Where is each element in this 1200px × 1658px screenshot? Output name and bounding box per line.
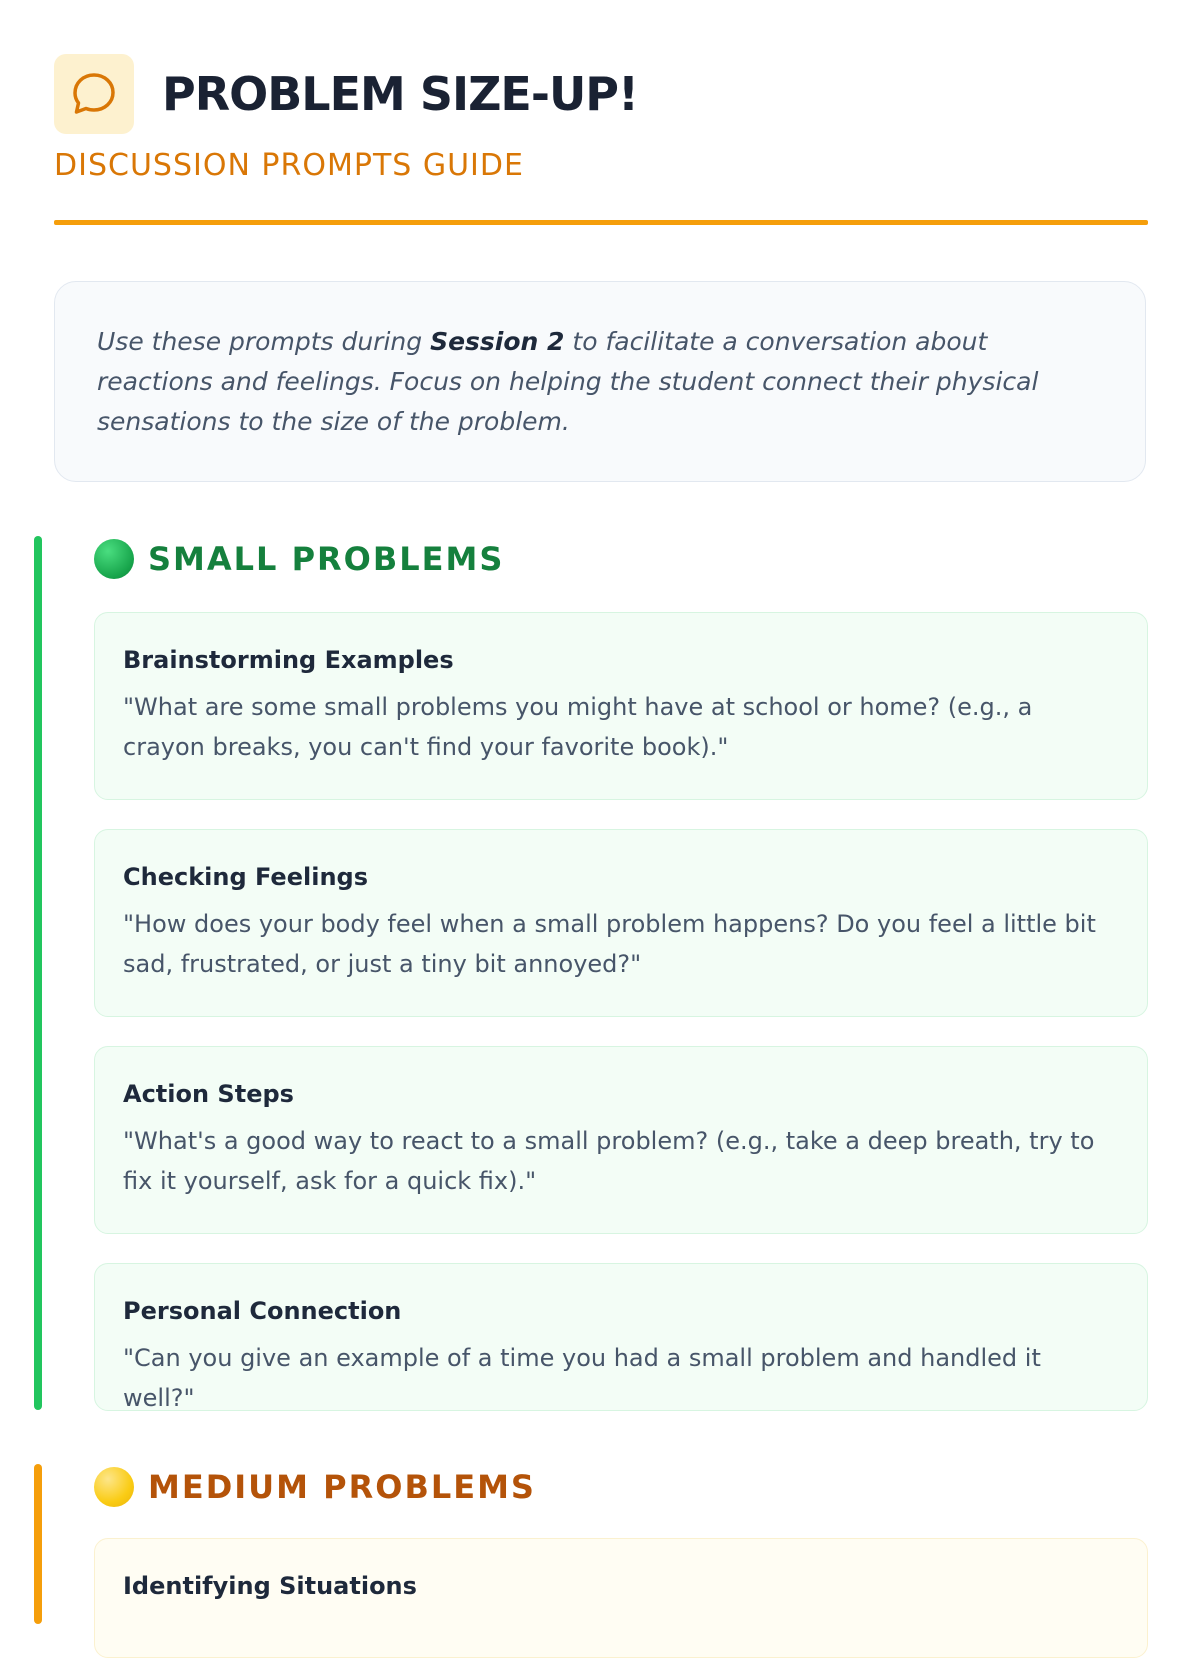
page-header: [54, 54, 1148, 183]
prompt-card: [94, 1046, 1148, 1234]
yellow-circle-icon: [94, 1467, 134, 1507]
prompt-card: [94, 1538, 1148, 1658]
prompt-card-title: Checking Feelings: [123, 863, 368, 891]
green-circle-icon: [94, 539, 134, 579]
prompt-card: [94, 612, 1148, 800]
section-medium-bar: [34, 1464, 42, 1624]
logo-tile: [54, 54, 134, 134]
section-small-header: [94, 538, 504, 580]
section-medium-title: MEDIUM PROBLEMS: [148, 1468, 536, 1506]
section-small-problems: [34, 536, 1148, 1410]
page-subtitle: DISCUSSION PROMPTS GUIDE: [54, 148, 524, 183]
page-title: PROBLEM SIZE-UP!: [162, 67, 638, 121]
prompt-card: [94, 829, 1148, 1017]
prompt-card-text: "Can you give an example of a time you had a small problem and handled it well?": [123, 1344, 1041, 1412]
prompt-card-text: "What's a good way to react to a small problem? (e.g., take a deep breath, try to fix it yourself, ask for a quick fix).": [123, 1127, 1095, 1195]
prompt-card-text: "How does your body feel when a small problem happens? Do you feel a little bit sad, frustrated, or just a tiny bit annoyed?": [123, 910, 1096, 978]
intro-box: [54, 281, 1146, 482]
prompt-card-title: Brainstorming Examples: [123, 646, 454, 674]
prompt-card-text: "What are some small problems you might have at school or home? (e.g., a crayon breaks, you can't find your favorite book).": [123, 693, 1033, 761]
intro-rest: to facilitate a conversation about reactions and feelings. Focus on helping the student connect their physical sensations to the size of the problem.: [97, 327, 1039, 436]
prompt-card: [94, 1263, 1148, 1411]
intro-emphasis: Session 2: [430, 327, 565, 356]
intro-text: [97, 322, 1105, 442]
section-small-bar: [34, 536, 42, 1410]
prompt-card-title: Identifying Situations: [123, 1572, 417, 1600]
prompt-card-title: Personal Connection: [123, 1297, 402, 1325]
section-medium-problems: [34, 1464, 1148, 1600]
intro-lead: Use these prompts during: [97, 327, 431, 356]
section-medium-header: [94, 1466, 536, 1508]
speech-bubble-icon: [69, 69, 119, 119]
header-divider: [54, 220, 1148, 225]
prompt-card-title: Action Steps: [123, 1080, 294, 1108]
title-row: [54, 54, 1148, 134]
section-small-title: SMALL PROBLEMS: [148, 540, 505, 578]
